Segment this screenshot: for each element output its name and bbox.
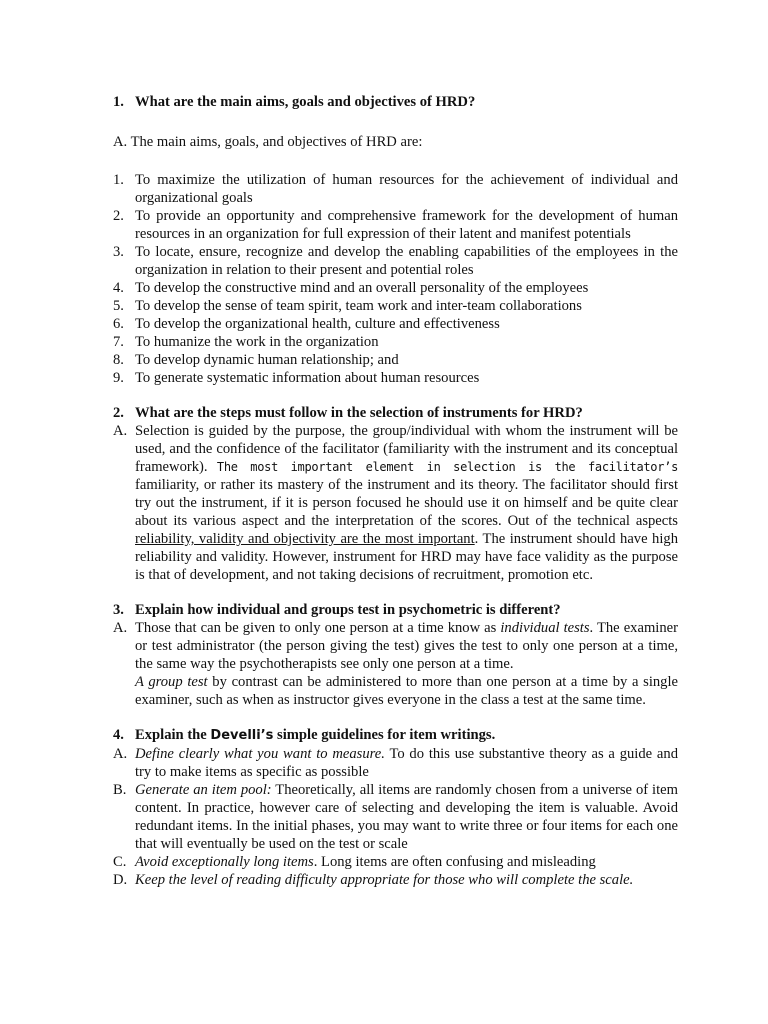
answer-text-part: Those that can be given to only one person at a time know as bbox=[135, 620, 501, 636]
section-spacer bbox=[113, 709, 678, 726]
item-text: To generate systematic information about human resources bbox=[135, 370, 480, 386]
item-number: 5. bbox=[113, 298, 124, 314]
list-item bbox=[113, 171, 678, 207]
question-1-heading bbox=[113, 93, 678, 111]
guideline-italic: Generate an item pool: bbox=[135, 782, 272, 798]
item-text: To develop the organizational health, culture and effectiveness bbox=[135, 316, 500, 332]
title-part: simple guidelines for item writings. bbox=[273, 727, 496, 743]
guideline-body: To do this use substantive theory as a guide and try to make items as specific as possible bbox=[135, 746, 678, 780]
answer-text-part: . The examiner or test administrator (the person giving the test) gives the test to only one person at a time, the same way the psychotherapists see only one person at a time. bbox=[135, 620, 678, 672]
item-text: To maximize the utilization of human resources for the achievement of individual and organizational goals bbox=[135, 172, 678, 206]
list-item bbox=[113, 279, 678, 297]
guideline-item bbox=[113, 781, 678, 853]
list-item bbox=[113, 315, 678, 333]
item-text: To humanize the work in the organization bbox=[135, 334, 379, 350]
item-text: To develop the constructive mind and an overall personality of the employees bbox=[135, 280, 589, 296]
guideline-text bbox=[135, 853, 678, 871]
list-item bbox=[113, 333, 678, 351]
answer-text bbox=[135, 619, 678, 709]
answer-text-part: by contrast can be administered to more than one person at a time by a single examiner, such as when as instructor gives everyone in the class a test at the same time. bbox=[135, 674, 678, 708]
item-number: 9. bbox=[113, 370, 124, 386]
guideline-label: C. bbox=[113, 854, 127, 870]
question-number: 1. bbox=[113, 94, 124, 110]
item-text: To develop the sense of team spirit, team work and inter-team collaborations bbox=[135, 298, 582, 314]
question-title: What are the main aims, goals and objectives of HRD? bbox=[135, 94, 476, 110]
list-item bbox=[113, 351, 678, 369]
item-number: 8. bbox=[113, 352, 124, 368]
question-2-heading bbox=[113, 404, 678, 422]
item-number: 2. bbox=[113, 208, 124, 224]
item-number: 6. bbox=[113, 316, 124, 332]
item-number: 7. bbox=[113, 334, 124, 350]
guideline-item bbox=[113, 745, 678, 781]
question-number: 3. bbox=[113, 602, 124, 618]
question-number: 2. bbox=[113, 405, 124, 421]
answer-paragraph bbox=[113, 619, 678, 709]
answer-text-part: . The instrument should have high reliability and validity. However, instrument for HRD may have face validity as the purpose is that of development, and not taking decisions of recruitment, promotion etc. bbox=[135, 531, 678, 583]
answer-text-part: familiarity, or rather its mastery of the instrument and its theory. The facilitator should first try out the instrument, if it is person focused he should use it on himself and be quite clear about its various aspect and the interpretation of the scores. Out of the technical aspects bbox=[135, 477, 678, 529]
guideline-text bbox=[135, 781, 678, 853]
section-spacer bbox=[113, 387, 678, 404]
guideline-text bbox=[135, 745, 678, 781]
answer-paragraph bbox=[113, 422, 678, 584]
list-item bbox=[113, 297, 678, 315]
italic-term: A group test bbox=[135, 674, 208, 690]
question-title bbox=[135, 726, 495, 745]
item-text: To locate, ensure, recognize and develop the enabling capabilities of the employees in the organization in relation to their present and potential roles bbox=[135, 244, 678, 278]
italic-term: individual tests bbox=[500, 620, 590, 636]
title-part-alt-font: Develli’s bbox=[210, 728, 274, 743]
guideline-label: D. bbox=[113, 872, 128, 888]
guideline-text bbox=[135, 871, 678, 889]
answer-label: A. bbox=[113, 620, 128, 636]
section-spacer bbox=[113, 584, 678, 601]
guideline-body: Theoretically, all items are randomly chosen from a universe of item content. In practice, however care of selecting and developing the item is valuable. Avoid redundant items. In the initial phases, you may want to write three or four items for each one that will eventually be used on the test or scale bbox=[135, 782, 678, 852]
guideline-label: A. bbox=[113, 746, 128, 762]
guideline-item bbox=[113, 853, 678, 871]
item-number: 1. bbox=[113, 172, 124, 188]
answer-lead: A. The main aims, goals, and objectives of HRD are: bbox=[113, 134, 423, 150]
answer-text-monospace: The most important element in selection is the facilitator’s bbox=[216, 460, 678, 474]
question-number: 4. bbox=[113, 727, 124, 743]
item-number: 3. bbox=[113, 244, 124, 260]
title-part: Explain the bbox=[135, 727, 211, 743]
answer-label: A. bbox=[113, 423, 128, 439]
guideline-item bbox=[113, 871, 678, 889]
guideline-italic: Define clearly what you want to measure. bbox=[135, 746, 385, 762]
item-text: To provide an opportunity and comprehensive framework for the development of human resources in an organization for full expression of their latent and manifest potentials bbox=[135, 208, 678, 242]
list-item bbox=[113, 243, 678, 279]
question-title: What are the steps must follow in the selection of instruments for HRD? bbox=[135, 405, 583, 421]
list-item bbox=[113, 369, 678, 387]
guideline-italic: Avoid exceptionally long items bbox=[135, 854, 314, 870]
document-page bbox=[113, 93, 678, 889]
list-item bbox=[113, 207, 678, 243]
guideline-body: . Long items are often confusing and misleading bbox=[313, 854, 596, 870]
item-number: 4. bbox=[113, 280, 124, 296]
objectives-list bbox=[113, 171, 678, 387]
item-text: To develop dynamic human relationship; and bbox=[135, 352, 399, 368]
guideline-italic: Keep the level of reading difficulty appropriate for those who will complete the scale. bbox=[135, 872, 634, 888]
question-3-heading bbox=[113, 601, 678, 619]
answer-text bbox=[135, 422, 678, 584]
question-title: Explain how individual and groups test in psychometric is different? bbox=[135, 602, 561, 618]
answer-text-part: Selection is guided by the purpose, the group/individual with whom the instrument will be used, and the confidence of the facilitator (familiarity with the instrument and its conceptual framework). bbox=[135, 423, 678, 475]
question-4-heading bbox=[113, 726, 678, 745]
guideline-label: B. bbox=[113, 782, 127, 798]
underlined-phrase: reliability, validity and objectivity are the most important bbox=[135, 531, 475, 547]
